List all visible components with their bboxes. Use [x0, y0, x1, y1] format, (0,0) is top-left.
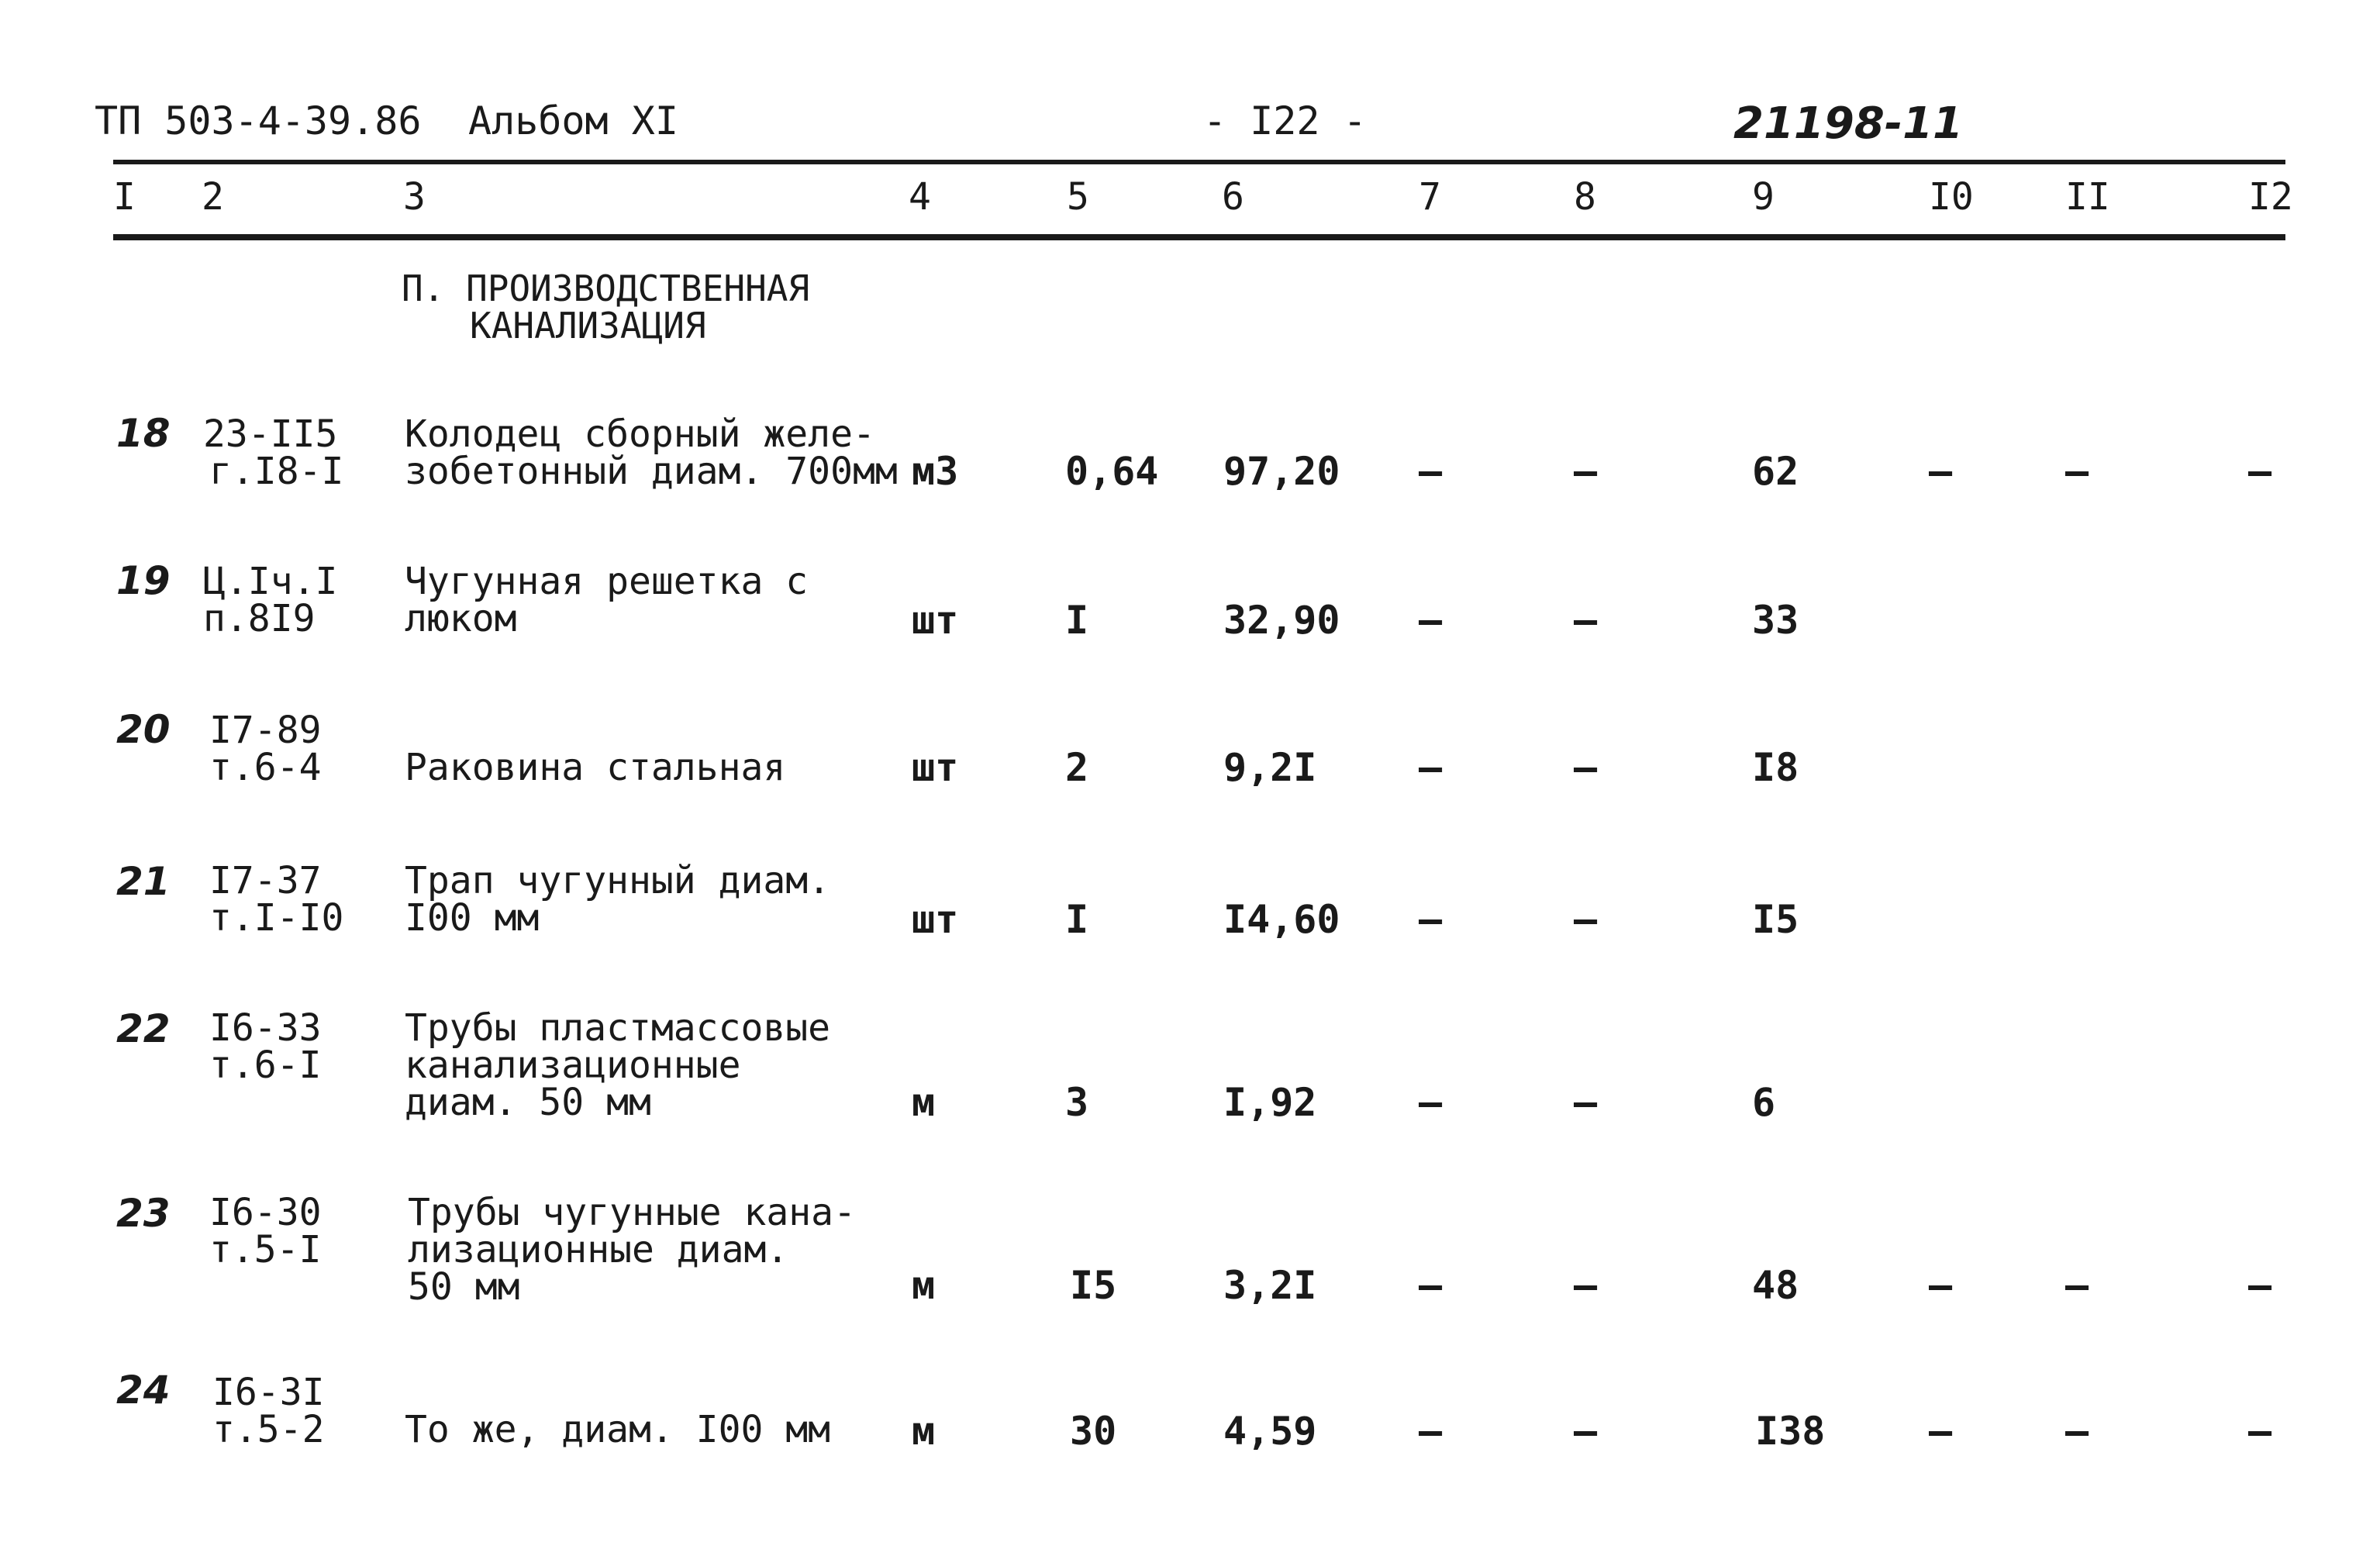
row-col7: –	[1419, 598, 1443, 643]
row-price: 3,2I	[1223, 1263, 1317, 1308]
section-title-line-2: КАНАЛИЗАЦИЯ	[470, 305, 706, 347]
reference-line: т.I-I0	[209, 896, 344, 940]
reference-line: 23-II5	[203, 412, 338, 456]
row-col9: I8	[1752, 745, 1799, 790]
row-col7: –	[1419, 745, 1443, 790]
column-number-2: 2	[202, 175, 224, 219]
row-description	[405, 859, 831, 940]
row-description	[405, 412, 898, 493]
row-col11: –	[2065, 1409, 2089, 1454]
reference-line: т.6-I	[209, 1044, 322, 1087]
row-unit: м	[912, 1409, 936, 1454]
row-reference	[209, 859, 344, 940]
row-price: 32,90	[1223, 598, 1340, 643]
row-quantity: I	[1065, 897, 1089, 942]
row-col12: –	[2248, 449, 2272, 494]
description-line: Трап чугунный диам.	[405, 859, 831, 902]
row-price: 9,2I	[1223, 745, 1317, 790]
row-price: 4,59	[1223, 1409, 1317, 1454]
page-number: - I22 -	[1203, 98, 1367, 143]
reference-line: I6-33	[209, 1006, 322, 1050]
row-col7: –	[1419, 449, 1443, 494]
reference-line: т.5-2	[212, 1408, 325, 1451]
row-col8: –	[1574, 1263, 1598, 1308]
row-quantity: I5	[1070, 1263, 1117, 1308]
column-number-6: 6	[1222, 175, 1244, 219]
description-line: I00 мм	[405, 896, 540, 940]
column-number-5: 5	[1067, 175, 1089, 219]
row-col8: –	[1574, 449, 1598, 494]
row-description	[405, 560, 809, 640]
row-col9: 62	[1752, 449, 1799, 494]
header-bottom-rule	[113, 234, 2285, 240]
row-price: I4,60	[1223, 897, 1340, 942]
row-number: 22	[116, 1006, 171, 1051]
row-unit: м	[912, 1263, 936, 1308]
row-reference	[209, 709, 322, 789]
column-number-7: 7	[1419, 175, 1441, 219]
row-col9: 6	[1752, 1080, 1776, 1125]
row-col8: –	[1574, 897, 1598, 942]
row-reference	[209, 1006, 322, 1087]
row-number: 19	[116, 558, 171, 603]
description-line: Чугунная решетка с	[405, 560, 809, 603]
row-number: 20	[116, 707, 171, 752]
row-col8: –	[1574, 1080, 1598, 1125]
header-top-rule	[113, 160, 2285, 164]
row-col8: –	[1574, 598, 1598, 643]
section-title-line-1: П. ПРОИЗВОДСТВЕННАЯ	[402, 267, 810, 309]
column-number-4: 4	[909, 175, 931, 219]
row-col7: –	[1419, 1409, 1443, 1454]
description-line: Трубы пластмассовые	[405, 1006, 831, 1050]
reference-line: г.I8-I	[209, 450, 344, 493]
document-code: ТП 503-4-39.86	[95, 98, 422, 143]
row-price: I,92	[1223, 1080, 1317, 1125]
row-quantity: 30	[1070, 1409, 1117, 1454]
row-col7: –	[1419, 1263, 1443, 1308]
row-quantity: 2	[1065, 745, 1089, 790]
column-number-10: I0	[1929, 175, 1974, 219]
section-title	[402, 267, 810, 347]
column-number-11: II	[2065, 175, 2110, 219]
row-unit: м	[912, 1080, 936, 1125]
description-line	[405, 1374, 830, 1411]
row-unit: шт	[912, 598, 959, 643]
row-number: 18	[116, 411, 171, 456]
row-col10: –	[1929, 1263, 1953, 1308]
reference-line: I6-30	[209, 1191, 322, 1234]
row-reference	[212, 1371, 325, 1451]
row-col12: –	[2248, 1409, 2272, 1454]
row-col9: I38	[1755, 1409, 1826, 1454]
row-reference	[203, 412, 344, 493]
row-col8: –	[1574, 1409, 1598, 1454]
description-line: 50 мм	[408, 1265, 520, 1309]
column-number-3: 3	[403, 175, 426, 219]
reference-line: I7-89	[209, 709, 322, 752]
column-number-9: 9	[1752, 175, 1775, 219]
row-col10: –	[1929, 449, 1953, 494]
description-line: Колодец сборный желе-	[405, 412, 875, 456]
description-line: люком	[405, 597, 517, 640]
album-label: Альбом XI	[468, 98, 678, 143]
row-number: 23	[116, 1191, 171, 1236]
row-col11: –	[2065, 449, 2089, 494]
column-number-8: 8	[1574, 175, 1596, 219]
row-unit: м3	[912, 449, 959, 494]
reference-line: т.5-I	[209, 1228, 322, 1271]
column-number-12: I2	[2248, 175, 2293, 219]
description-line: лизационные диам.	[408, 1228, 789, 1271]
description-line: Раковина стальная	[405, 746, 786, 789]
reference-line: I7-37	[209, 859, 322, 902]
row-col11: –	[2065, 1263, 2089, 1308]
row-reference	[203, 560, 338, 640]
reference-line: I6-3I	[212, 1371, 325, 1414]
row-col8: –	[1574, 745, 1598, 790]
row-col9: 48	[1752, 1263, 1799, 1308]
row-number: 21	[116, 859, 171, 904]
description-line: диам. 50 мм	[405, 1081, 651, 1124]
row-unit: шт	[912, 897, 959, 942]
row-col12: –	[2248, 1263, 2272, 1308]
reference-line: т.6-4	[209, 746, 322, 789]
row-unit: шт	[912, 745, 959, 790]
row-col7: –	[1419, 1080, 1443, 1125]
row-price: 97,20	[1223, 449, 1340, 494]
description-line: зобетонный диам. 700мм	[405, 450, 898, 493]
row-description	[405, 1374, 831, 1451]
row-description	[405, 712, 786, 789]
row-col9: I5	[1752, 897, 1799, 942]
row-number: 24	[116, 1368, 171, 1413]
row-quantity: I	[1065, 598, 1089, 643]
description-line: Трубы чугунные кана-	[408, 1191, 856, 1234]
row-quantity: 0,64	[1065, 449, 1159, 494]
description-line: канализационные	[405, 1044, 741, 1087]
sheet-code: 21198-11	[1733, 98, 1963, 149]
reference-line: Ц.Iч.I	[203, 560, 338, 603]
row-col7: –	[1419, 897, 1443, 942]
row-reference	[209, 1191, 322, 1271]
column-number-1: I	[113, 175, 136, 219]
reference-line: п.8I9	[203, 597, 316, 640]
row-description	[405, 1006, 831, 1124]
description-line: То же, диам. I00 мм	[405, 1408, 831, 1451]
row-description	[408, 1191, 856, 1309]
row-col10: –	[1929, 1409, 1953, 1454]
description-line	[405, 712, 785, 749]
row-quantity: 3	[1065, 1080, 1089, 1125]
row-col9: 33	[1752, 598, 1799, 643]
